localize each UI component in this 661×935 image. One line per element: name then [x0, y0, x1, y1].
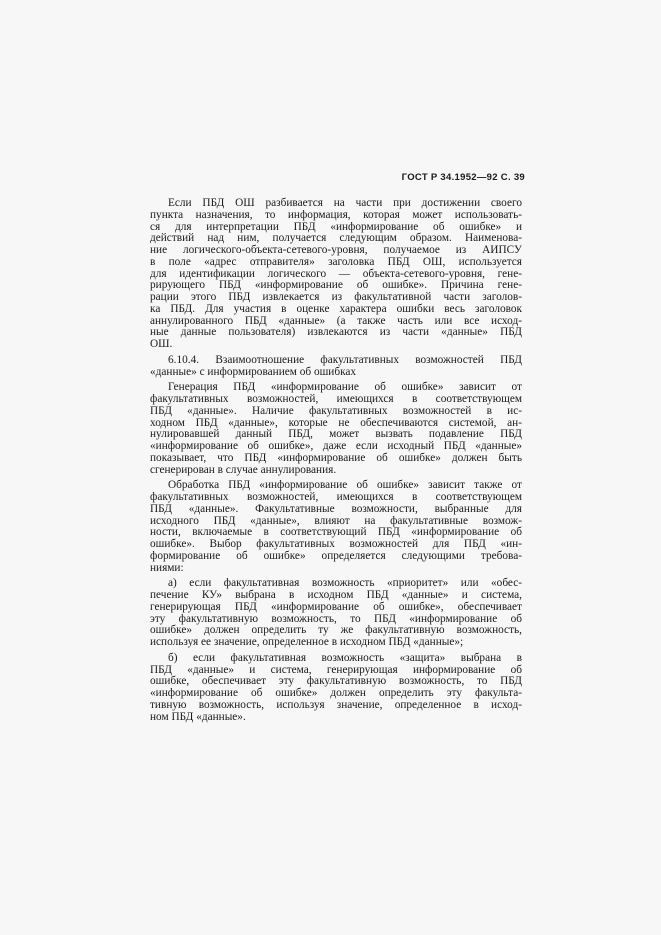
text-line: ние логического-объекта-сетевого-уровня, получаемое из АИПСУ — [150, 244, 522, 256]
text-line: а) если факультативная возможность «приоритет» или «обес- — [168, 577, 522, 590]
text-line: ОШ. — [150, 338, 173, 350]
text-line: ПБД «данные». Наличие факультативных возможностей в ис- — [150, 404, 522, 417]
text-line: ниями: — [150, 561, 184, 574]
text-line: нулировавшей данный ПБД, может вызвать подавление ПБД — [150, 428, 522, 441]
text-line: генерирующая ПБД «информирование об ошибке», обеспечивает — [150, 600, 522, 613]
text-line: ся для интерпретации ПБД «информирование об ошибке» и — [150, 220, 522, 233]
page-header: ГОСТ Р 34.1952—92 С. 39 — [401, 172, 525, 183]
text-line: для идентификации логического — объекта-сетевого-уровня, гене- — [150, 267, 522, 280]
text-line: Обработка ПБД «информирование об ошибке» зависит также от — [168, 479, 522, 492]
text-line: ходном ПБД «данные», которые не обеспечиваются системой, ан- — [150, 416, 522, 429]
text-line: ошибке». Выбор факультативных возможностей для ПБД «ин- — [150, 538, 522, 550]
text-line: исходного ПБД «данные», влияют на факультативные возмож- — [150, 514, 522, 527]
text-line: действий над ним, получается следующим образом. Наименова- — [150, 232, 522, 245]
text-line: тивную возможность, используя значение, определенное в исход- — [150, 698, 522, 711]
text-line: «информирование об ошибке» должен определить эту факульта- — [150, 687, 522, 699]
paragraph — [150, 198, 522, 351]
text-line: ка ПБД. Для участия в оценке характера ошибки весь заголовок — [150, 302, 522, 315]
text-line: ности, включаемые в соответствующий ПБД «информирование об — [150, 526, 522, 539]
text-line: ном ПБД «данные». — [150, 710, 246, 723]
text-line: факультативных возможностей, имеющихся в соответствующем — [150, 491, 522, 503]
text-line: ПБД «данные». Факультативные возможности, выбранные для — [150, 502, 522, 515]
text-line: б) если факультативная возможность «защита» выбрана в — [168, 651, 522, 664]
text-line: ошибке» должен определить ту же факультативную возможность, — [150, 624, 522, 637]
text-line: Если ПБД ОШ разбивается на части при достижении своего — [168, 197, 522, 209]
text-line: пункта назначения, то информация, которая может использовать- — [150, 208, 522, 221]
text-line: «данные» с информированием об ошибках — [150, 365, 357, 378]
text-line: 6.10.4. Взаимоотношение факультативных возможностей ПБД — [168, 353, 522, 366]
text-line: используя ее значение, определенное в исходном ПБД «данные»; — [150, 636, 464, 648]
text-line: сгенерирован в случае аннулирования. — [150, 463, 337, 476]
text-line: печение КУ» выбрана в исходном ПБД «данные» и система, — [150, 589, 522, 601]
text-line: ные данные пользователя) извлекаются из части «данные» ПБД — [150, 326, 522, 339]
text-line: Генерация ПБД «информирование об ошибке» зависит от — [168, 381, 522, 394]
paragraph — [150, 480, 522, 574]
text-line: формирование об ошибке» определяется следующими требова- — [150, 549, 522, 562]
paragraph — [150, 653, 522, 724]
text-line: рации этого ПБД извлекается из факультативной части заголов- — [150, 291, 522, 303]
text-line: ПБД «данные» и система, генерирующая информирование об — [150, 663, 522, 676]
text-line: рирующего ПБД «информирование об ошибке». Причина гене- — [150, 279, 522, 292]
text-line: в поле «адрес отправителя» заголовка ПБД ОШ, используется — [150, 255, 522, 268]
text-line: аннулированного ПБД «данные» (а также часть или все исход- — [150, 314, 522, 327]
document-body — [150, 198, 522, 727]
text-line: эту факультативную возможность, то ПБД «информирование об — [150, 612, 522, 625]
text-line: «информирование об ошибке», даже если исходный ПБД «данные» — [150, 440, 522, 452]
section-heading — [150, 355, 522, 379]
text-line: ошибке, обеспечивает эту факультативную возможность, то ПБД — [150, 675, 522, 688]
text-line: факультативных возможностей, имеющихся в соответствующем — [150, 393, 522, 405]
text-line: показывает, что ПБД «информирование об ошибке» должен быть — [150, 451, 522, 464]
paragraph — [150, 382, 522, 476]
paragraph — [150, 578, 522, 649]
